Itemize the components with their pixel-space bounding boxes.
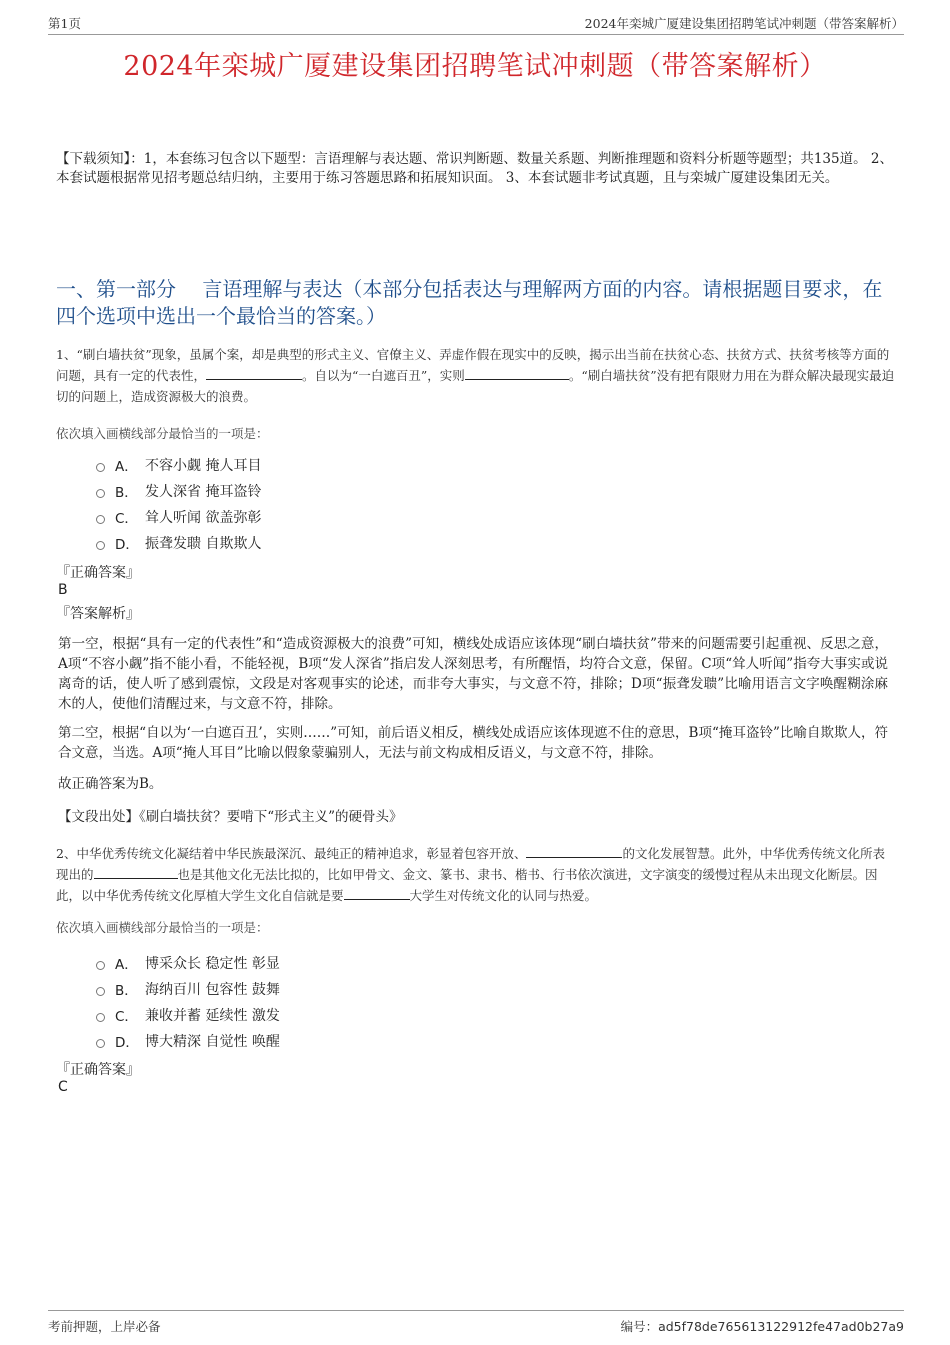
q1-answer-label: 『正确答案』 — [56, 565, 140, 581]
q2-blank-1 — [526, 843, 622, 858]
q1-blank-2 — [465, 365, 569, 380]
q1-option-a[interactable] — [96, 452, 261, 478]
radio-icon[interactable] — [96, 541, 105, 550]
radio-icon[interactable] — [96, 463, 105, 472]
option-text: 振聋发聩 自欺欺人 — [145, 536, 262, 552]
page-footer — [48, 1310, 904, 1335]
document-title: 2024年栾城广厦建设集团招聘笔试冲刺题（带答案解析） — [123, 51, 827, 82]
download-notice: 【下载须知】：1，本套练习包含以下题型：言语理解与表达题、常识判断题、数量关系题、判断推理题和资料分析题等题型；共135道。 2、本套试题根据常见招考题总结归纳，主要用于练习答题思路和拓展知识面。 3、本套试题非考试真题，且与栾城广厦建设集团无关。 — [56, 151, 893, 186]
q2-fill-hint: 依次填入画横线部分最恰当的一项是： — [56, 920, 269, 935]
q2-option-d[interactable] — [96, 1028, 280, 1054]
section-heading: 一、第一部分 言语理解与表达（本部分包括表达与理解两方面的内容。请根据题目要求，在四个选项中选出一个最恰当的答案。） — [56, 277, 883, 328]
radio-icon[interactable] — [96, 489, 105, 498]
radio-icon[interactable] — [96, 987, 105, 996]
option-text: 博采众长 稳定性 彰显 — [145, 956, 280, 972]
page-header — [48, 14, 904, 35]
option-letter: A． — [115, 957, 138, 973]
q2-text-part3: 也是其他文化无法比拟的，比如甲骨文、金文、篆书、隶书、楷书、行书依次演进，文字演变的缓慢过程从未出现文化断层。因此，以中华优秀传统文化厚植大学生文化自信就是要 — [56, 867, 878, 903]
q2-option-c[interactable] — [96, 1002, 280, 1028]
option-text: 博大精深 自觉性 唤醒 — [145, 1034, 280, 1050]
footer-code-label: 编号： — [620, 1319, 659, 1334]
q1-text-part2: 。自以为“一白遮百丑”，实则 — [302, 368, 465, 383]
option-letter: B． — [115, 485, 138, 501]
q1-text-part1: 1、“刷白墙扶贫”现象，虽属个案，却是典型的形式主义、官僚主义、弄虚作假在现实中的反映，揭示出当前在扶贫心态、扶贫方式、扶贫考核等方面的问题，具有一定的代表性， — [56, 347, 890, 383]
option-letter: B． — [115, 983, 138, 999]
q1-option-c[interactable] — [96, 504, 261, 530]
option-letter: C． — [115, 1009, 138, 1025]
q1-analysis-label: 『答案解析』 — [56, 606, 140, 622]
option-text: 海纳百川 包容性 鼓舞 — [145, 982, 280, 998]
q1-options — [96, 452, 261, 556]
q2-text-part4: 大学生对传统文化的认同与热爱。 — [409, 888, 598, 903]
option-text: 发人深省 掩耳盗铃 — [145, 484, 262, 500]
question-1-stem — [56, 344, 896, 407]
option-text: 不容小觑 掩人耳目 — [145, 458, 262, 474]
q1-option-d[interactable] — [96, 530, 261, 556]
q1-answer: B — [58, 582, 68, 598]
q1-fill-hint: 依次填入画横线部分最恰当的一项是： — [56, 426, 269, 441]
q1-blank-1 — [206, 365, 302, 380]
option-letter: D． — [115, 1035, 139, 1051]
footer-code-wrap — [621, 1317, 904, 1335]
radio-icon[interactable] — [96, 1039, 105, 1048]
radio-icon[interactable] — [96, 961, 105, 970]
q1-text-part3: 。“刷白墙扶贫”没有把有限财力用在为群众解决最现实最迫切的问题上，造成资源极大的浪费。 — [56, 368, 895, 404]
q1-analysis-paragraph-2: 第二空，根据“自以为‘一白遮百丑’，实则……”可知，前后语义相反，横线处成语应该体现遮不住的意思，B项“掩耳盗铃”比喻自欺欺人，符合文意，当选。A项“掩人耳目”比喻以假象蒙骗别人，无法与前文构成相反语义，与文意不符，排除。 — [58, 725, 888, 761]
footer-code: ad5f78de765613122912fe47ad0b27a9 — [658, 1319, 904, 1334]
q2-blank-3 — [344, 885, 410, 900]
option-text: 耸人听闻 欲盖弥彰 — [145, 510, 262, 526]
q1-option-b[interactable] — [96, 478, 261, 504]
q2-blank-2 — [94, 864, 178, 879]
q2-answer: C — [58, 1079, 68, 1095]
q1-source: 【文段出处】《刷白墙扶贫？要啃下“形式主义”的硬骨头》 — [58, 809, 403, 825]
page-number: 第1页 — [48, 16, 81, 31]
q2-answer-label: 『正确答案』 — [56, 1062, 140, 1078]
q2-text-part1: 2、中华优秀传统文化凝结着中华民族最深沉、最纯正的精神追求，彰显着包容开放、 — [56, 846, 527, 861]
q2-options — [96, 950, 280, 1054]
q2-option-b[interactable] — [96, 976, 280, 1002]
option-letter: C． — [115, 511, 138, 527]
header-doc-title: 2024年栾城广厦建设集团招聘笔试冲刺题（带答案解析） — [584, 16, 904, 31]
question-2-stem — [56, 843, 896, 906]
footer-slogan: 考前押题，上岸必备 — [48, 1319, 161, 1334]
q1-conclusion: 故正确答案为B。 — [58, 776, 163, 792]
option-letter: A． — [115, 459, 138, 475]
q2-text-part2: 的文化发展智慧。此外，中华优秀传统文化所表现出的 — [56, 846, 885, 882]
q2-option-a[interactable] — [96, 950, 280, 976]
radio-icon[interactable] — [96, 515, 105, 524]
option-text: 兼收并蓄 延续性 激发 — [145, 1008, 280, 1024]
q1-analysis-paragraph-1: 第一空，根据“具有一定的代表性”和“造成资源极大的浪费”可知，横线处成语应该体现“刷白墙扶贫”带来的问题需要引起重视、反思之意，A项“不容小觑”指不能小看，不能轻视，B项“发人深省”指启发人深刻思考，有所醒悟，均符合文意，保留。C项“耸人听闻”指夸大事实或说离奇的话，使人听了感到震惊，文段是对客观事实的论述，而非夸大事实，与文意不符，排除；D项“振聋发聩”比喻用语言文字唤醒糊涂麻木的人，使他们清醒过来，与文意不符，排除。 — [58, 636, 888, 712]
option-letter: D． — [115, 537, 139, 553]
radio-icon[interactable] — [96, 1013, 105, 1022]
